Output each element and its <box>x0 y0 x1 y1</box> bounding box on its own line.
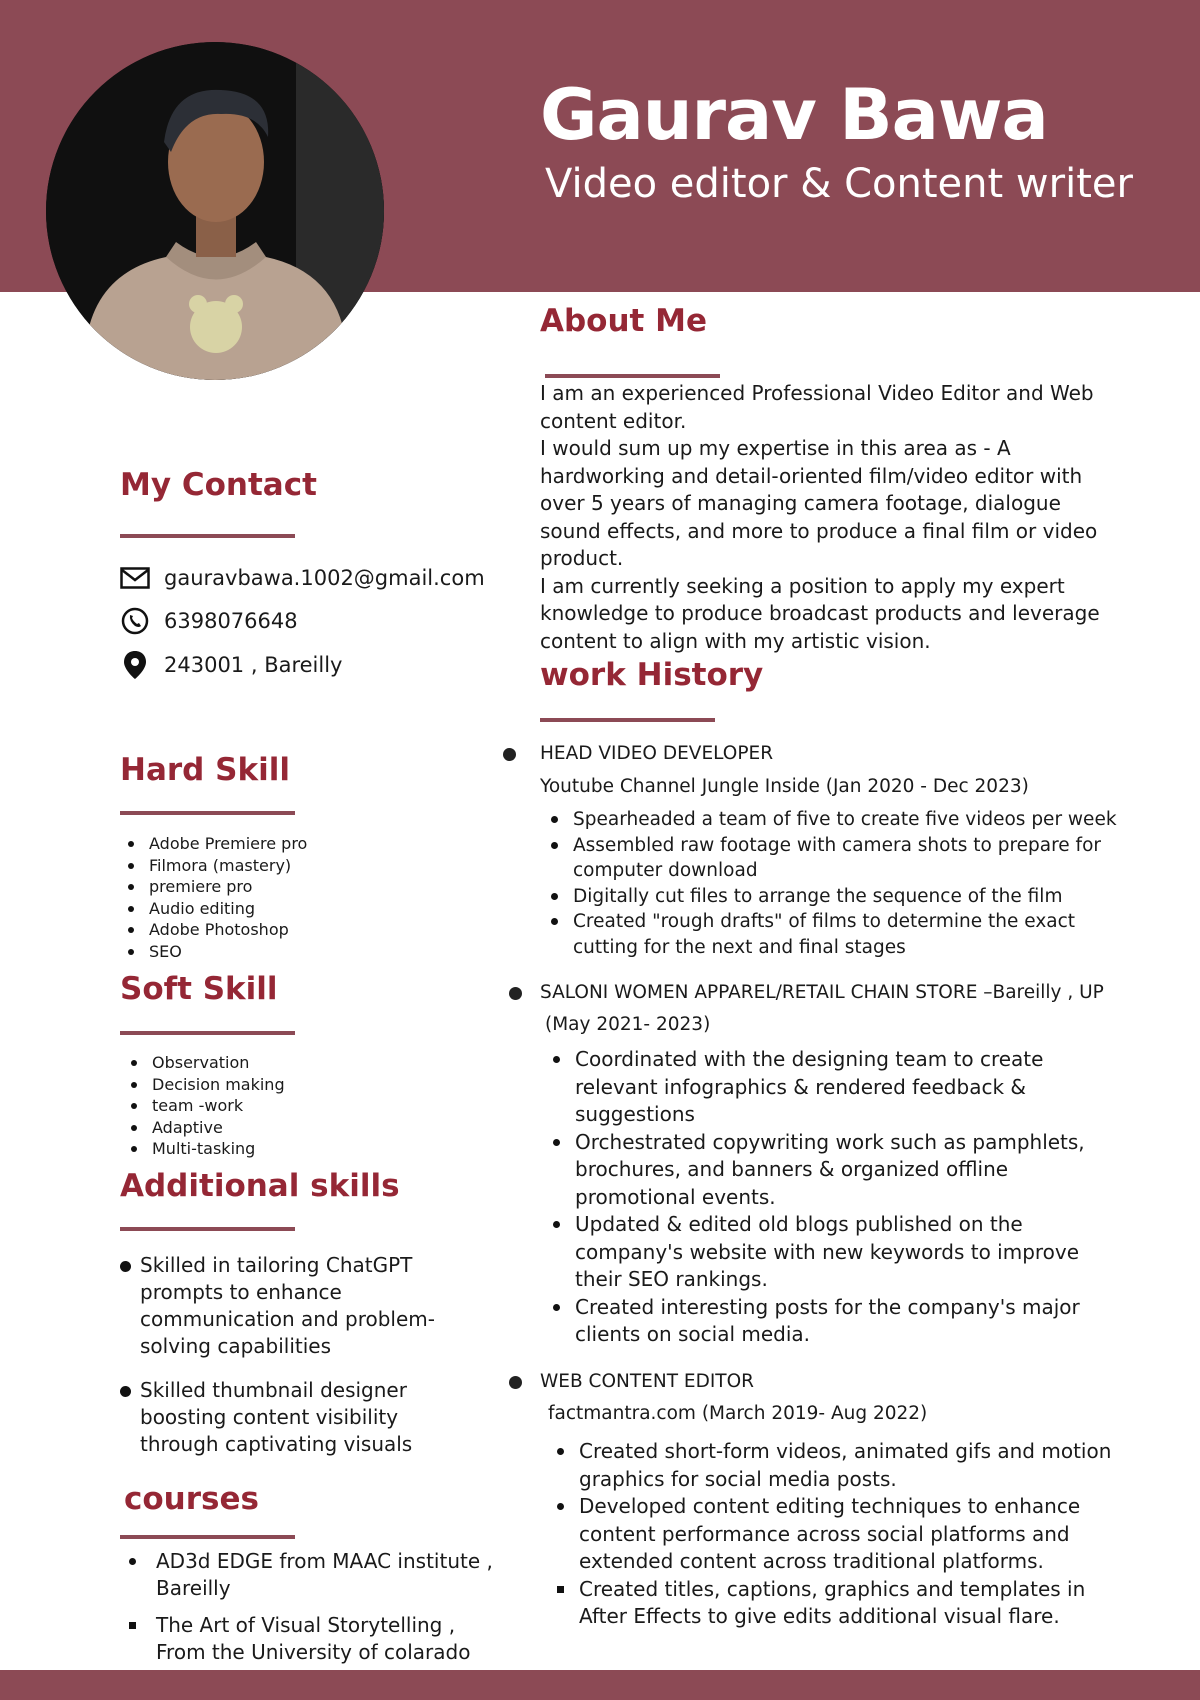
candidate-name: Gaurav Bawa <box>540 74 1048 156</box>
job-subtitle: factmantra.com (March 2019- Aug 2022) <box>548 1403 928 1424</box>
bullet-icon <box>509 1376 522 1389</box>
contact-phone[interactable]: 6398076648 <box>164 609 298 633</box>
hard-skill-list <box>123 833 423 962</box>
job-title-text: HEAD VIDEO DEVELOPER <box>540 743 774 764</box>
list-item: premiere pro <box>123 876 423 898</box>
additional-skills-rule <box>120 1227 295 1231</box>
about-paragraph: I am an experienced Professional Video Editor and Web content editor. <box>540 381 1094 433</box>
about-text <box>540 380 1115 655</box>
list-item: The Art of Visual Storytelling , From the University of colarado <box>120 1612 495 1666</box>
list-item: Created short-form videos, animated gifs and motion graphics for social media posts. <box>551 1438 1121 1493</box>
job-title-text: WEB CONTENT EDITOR <box>540 1371 754 1392</box>
job-bullets <box>551 1438 1121 1631</box>
list-item: Decision making <box>126 1074 426 1096</box>
additional-skill-text: Skilled thumbnail designer boosting content visibility through captivating visuals <box>140 1378 413 1456</box>
list-item: Developed content editing techniques to enhance content performance across social platforms and extended content across traditional platforms. <box>551 1493 1121 1576</box>
job-bullets <box>547 1046 1107 1349</box>
work-history-title: work History <box>540 657 764 693</box>
about-rule <box>545 374 720 378</box>
contact-phone-row <box>120 606 298 636</box>
bullet-icon <box>120 1386 131 1397</box>
job-title <box>540 1371 754 1393</box>
bullet-icon <box>503 748 516 761</box>
contact-location-row <box>120 650 343 680</box>
list-item: Created interesting posts for the company's major clients on social media. <box>547 1294 1107 1349</box>
additional-skill-text: Skilled in tailoring ChatGPT prompts to enhance communication and problem-solving capabilities <box>140 1253 435 1358</box>
additional-skills-title: Additional skills <box>120 1168 400 1204</box>
list-item <box>120 1252 480 1360</box>
contact-email-row <box>120 563 485 593</box>
job-title <box>540 982 1104 1004</box>
soft-skill-title: Soft Skill <box>120 971 278 1007</box>
soft-skill-rule <box>120 1031 295 1035</box>
list-item: Orchestrated copywriting work such as pamphlets, brochures, and banners & organized offline promotional events. <box>547 1129 1107 1212</box>
work-history-rule <box>540 718 715 722</box>
list-item: Adobe Photoshop <box>123 919 423 941</box>
contact-location: 243001 , Bareilly <box>164 653 343 677</box>
list-item: Observation <box>126 1052 426 1074</box>
candidate-role: Video editor & Content writer <box>545 161 1133 207</box>
list-item: Adaptive <box>126 1117 426 1139</box>
list-item: Created titles, captions, graphics and templates in After Effects to give edits additional visual flare. <box>551 1576 1121 1631</box>
list-item: Multi-tasking <box>126 1138 426 1160</box>
list-item: SEO <box>123 941 423 963</box>
list-item: Coordinated with the designing team to create relevant infographics & rendered feedback & suggestions <box>547 1046 1107 1129</box>
list-item: Filmora (mastery) <box>123 855 423 877</box>
courses-rule <box>120 1535 295 1539</box>
job-title-text: SALONI WOMEN APPAREL/RETAIL CHAIN STORE –Bareilly , UP <box>540 982 1104 1003</box>
about-paragraph: I would sum up my expertise in this area as - A hardworking and detail-oriented film/video editor with over 5 years of managing camera footage, dialogue sound effects, and more to produce a final film or video product. <box>540 436 1098 570</box>
profile-photo <box>46 42 384 380</box>
about-title: About Me <box>540 303 708 339</box>
list-item: Updated & edited old blogs published on the company's website with new keywords to improve their SEO rankings. <box>547 1211 1107 1294</box>
hard-skill-rule <box>120 811 295 815</box>
list-item: Created "rough drafts" of films to determine the exact cutting for the next and final stages <box>545 909 1145 960</box>
list-item: Assembled raw footage with camera shots to prepare for computer download <box>545 833 1145 884</box>
bullet-icon <box>509 987 522 1000</box>
job-subtitle: (May 2021- 2023) <box>545 1014 711 1035</box>
about-paragraph: I am currently seeking a position to apply my expert knowledge to produce broadcast products and leverage content to align with my artistic vision. <box>540 573 1100 653</box>
list-item: AD3d EDGE from MAAC institute , Bareilly <box>120 1548 495 1602</box>
job-bullets <box>545 807 1145 960</box>
list-item: team -work <box>126 1095 426 1117</box>
list-item: Spearheaded a team of five to create five videos per week <box>545 807 1145 833</box>
soft-skill-list <box>126 1052 426 1160</box>
list-item <box>120 1377 480 1458</box>
job-title <box>540 743 773 765</box>
job-subtitle: Youtube Channel Jungle Inside (Jan 2020 - Dec 2023) <box>540 776 1029 797</box>
phone-icon <box>120 606 150 636</box>
contact-email[interactable]: gauravbawa.1002@gmail.com <box>164 566 485 590</box>
contact-rule <box>120 534 295 538</box>
list-item: Adobe Premiere pro <box>123 833 423 855</box>
location-pin-icon <box>120 650 150 680</box>
list-item: Digitally cut files to arrange the sequence of the film <box>545 884 1145 910</box>
courses-list <box>120 1548 495 1676</box>
bullet-icon <box>120 1261 131 1272</box>
list-item: Audio editing <box>123 898 423 920</box>
hard-skill-title: Hard Skill <box>120 752 290 788</box>
mail-icon <box>120 563 150 593</box>
courses-title: courses <box>124 1481 259 1517</box>
contact-title: My Contact <box>120 467 317 503</box>
